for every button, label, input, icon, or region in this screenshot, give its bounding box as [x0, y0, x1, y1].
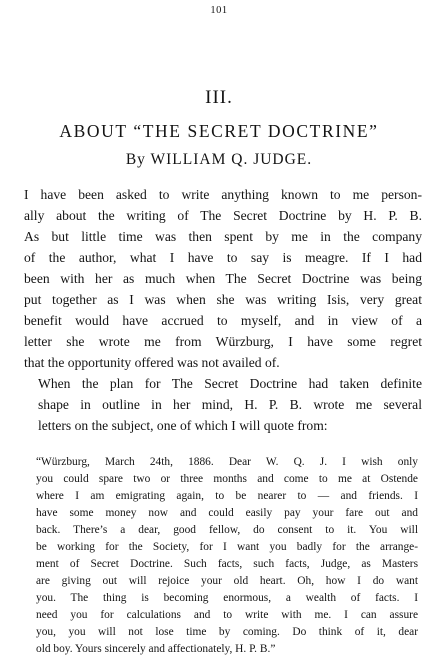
text-line: As but little time was then spent by me in the company [24, 229, 422, 244]
quote-line: you. The thing is becoming enormous, a wealth of facts. I [36, 592, 418, 604]
text-line: been with her as much when The Secret Doctrine was being [24, 271, 422, 286]
text-line: put together as I was when she was writing Isis, very great [24, 292, 422, 307]
chapter-number: III. [205, 87, 233, 108]
paragraph-2 [24, 373, 422, 436]
quote-line: you, you will not lose time by coming. Do think of it, dear [36, 626, 418, 638]
quote-line: ment of Secret Doctrine. Such facts, such facts, Judge, as Masters [36, 558, 418, 570]
quote-line: be working for the Society, for I want you badly for the arrange- [36, 541, 418, 553]
text-line: letter she wrote me from Würzburg, I have some regret [24, 334, 422, 349]
page-number: 101 [210, 5, 228, 16]
text-line: benefit would have accrued to myself, and in view of a [24, 313, 422, 328]
quote-line: need you for calculations and to write with me. I can assure [36, 609, 418, 621]
quote-line: “Würzburg, March 24th, 1886. Dear W. Q. J. I wish only [36, 456, 418, 468]
text-line: that the opportunity offered was not availed of. [24, 355, 280, 370]
text-line: When the plan for The Secret Doctrine had taken definite [38, 376, 422, 391]
quote-line: are giving out will rejoice your old heart. Oh, how I do want [36, 575, 418, 587]
text-line: shape in outline in her mind, H. P. B. wrote me several [38, 397, 422, 412]
quote-line: back. There’s a dear, good fellow, do consent to it. You will [36, 524, 418, 536]
quote-line: where I am emigrating again, to be nearer to — and friends. I [36, 490, 418, 502]
text-line: of the author, what I have to say is meagre. If I had [24, 250, 422, 265]
quote-line: have some money now and could easily pay your fare out and [36, 507, 418, 519]
quote-line: you could spare two or three months and come to me at Ostende [36, 473, 418, 485]
quote-line: old boy. Yours sincerely and affectionately, H. P. B.” [36, 643, 276, 655]
article-title: ABOUT “THE SECRET DOCTRINE” [59, 121, 379, 141]
body-text [24, 184, 422, 436]
text-line: I have been asked to write anything known to me person- [24, 187, 422, 202]
paragraph-1 [24, 184, 422, 373]
text-line: ally about the writing of The Secret Doctrine by H. P. B. [24, 208, 422, 223]
author-byline: By WILLIAM Q. JUDGE. [125, 151, 313, 168]
quote-paragraph [30, 454, 418, 658]
text-line: letters on the subject, one of which I will quote from: [38, 418, 328, 433]
quoted-letter [30, 454, 418, 658]
